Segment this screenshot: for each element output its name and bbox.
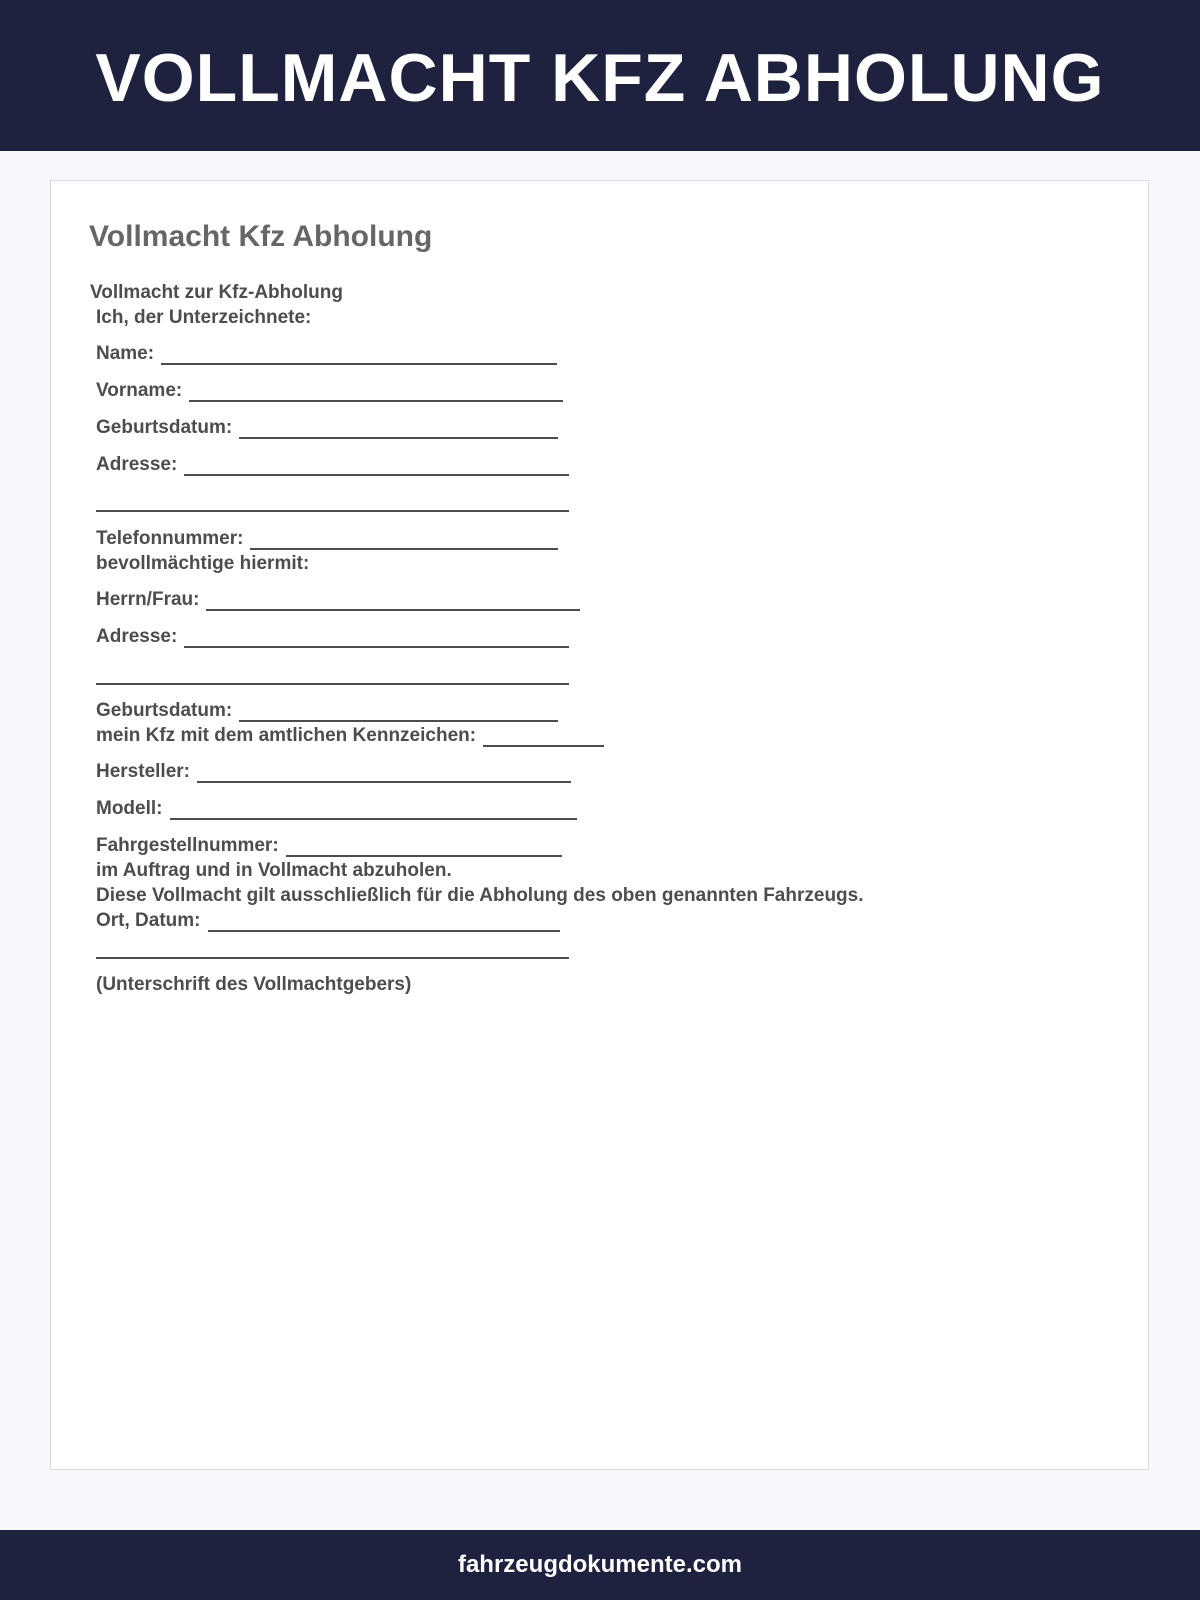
- herrn-frau-blank-line[interactable]: [206, 589, 580, 611]
- adresse-blank-line-1[interactable]: [184, 454, 569, 476]
- header-title: VOLLMACHT KFZ ABHOLUNG: [95, 39, 1105, 116]
- document-card: [50, 180, 1149, 1470]
- signature-line: [96, 937, 569, 959]
- kennzeichen-field: [96, 725, 604, 747]
- hersteller-label: Hersteller:: [96, 761, 190, 782]
- signature-blank-line[interactable]: [96, 937, 569, 959]
- fahrgestellnummer-label: Fahrgestellnummer:: [96, 835, 279, 856]
- bevollmaechtige-text: [96, 553, 309, 575]
- fahrgestellnummer-blank-line[interactable]: [286, 835, 562, 857]
- geburtsdatum-blank-line-1[interactable]: [239, 417, 558, 439]
- geburtsdatum-blank-line-2[interactable]: [239, 700, 558, 722]
- document-title: Vollmacht Kfz Abholung: [89, 220, 433, 253]
- name-field: [96, 343, 557, 365]
- modell-blank-line[interactable]: [170, 798, 577, 820]
- modell-field: [96, 798, 577, 820]
- telefonnummer-label: Telefonnummer:: [96, 528, 244, 549]
- adresse-continuation-1: [96, 490, 569, 512]
- vorname-blank-line[interactable]: [189, 380, 563, 402]
- geburtsdatum-field-2: [96, 700, 558, 722]
- ort-datum-label: Ort, Datum:: [96, 910, 201, 931]
- adresse-continuation-2: [96, 663, 569, 685]
- adresse-continuation-blank-line-2[interactable]: [96, 663, 569, 685]
- name-blank-line[interactable]: [161, 343, 557, 365]
- footer-site: fahrzeugdokumente.com: [457, 1551, 743, 1578]
- vorname-label: Vorname:: [96, 380, 183, 401]
- geburtsdatum-label-1: Geburtsdatum:: [96, 417, 233, 438]
- adresse-blank-line-2[interactable]: [184, 626, 569, 648]
- telefonnummer-field: [96, 528, 558, 550]
- adresse-label-2: Adresse:: [96, 626, 178, 647]
- gilt-label: Diese Vollmacht gilt ausschließlich für die Abholung des oben genannten Fahrzeugs.: [96, 885, 864, 906]
- auftrag-text: [96, 860, 452, 882]
- adresse-field-1: [96, 454, 569, 476]
- signature-label: (Unterschrift des Vollmachtgebers): [96, 974, 412, 995]
- fahrgestellnummer-field: [96, 835, 562, 857]
- name-label: Name:: [96, 343, 155, 364]
- adresse-continuation-blank-line-1[interactable]: [96, 490, 569, 512]
- page-header: [0, 0, 1200, 151]
- herrn-frau-label: Herrn/Frau:: [96, 589, 200, 610]
- ort-datum-field: [96, 910, 560, 932]
- signature-caption: [96, 974, 411, 996]
- intro-text: [96, 307, 311, 329]
- telefonnummer-blank-line[interactable]: [250, 528, 558, 550]
- adresse-field-2: [96, 626, 569, 648]
- adresse-label-1: Adresse:: [96, 454, 178, 475]
- auftrag-label: im Auftrag und in Vollmacht abzuholen.: [96, 860, 452, 881]
- gilt-text: [96, 885, 864, 907]
- bevollmaechtige-label: bevollmächtige hiermit:: [96, 553, 310, 574]
- intro-label: Ich, der Unterzeichnete:: [96, 307, 312, 328]
- hersteller-blank-line[interactable]: [197, 761, 571, 783]
- hersteller-field: [96, 761, 571, 783]
- vorname-field: [96, 380, 563, 402]
- document-subtitle: Vollmacht zur Kfz-Abholung: [90, 282, 343, 303]
- page-footer: [0, 1530, 1200, 1600]
- geburtsdatum-label-2: Geburtsdatum:: [96, 700, 233, 721]
- modell-label: Modell:: [96, 798, 163, 819]
- kennzeichen-label: mein Kfz mit dem amtlichen Kennzeichen:: [96, 725, 477, 746]
- ort-datum-blank-line[interactable]: [208, 910, 560, 932]
- herrn-frau-field: [96, 589, 580, 611]
- kennzeichen-blank-line[interactable]: [483, 725, 604, 747]
- geburtsdatum-field-1: [96, 417, 558, 439]
